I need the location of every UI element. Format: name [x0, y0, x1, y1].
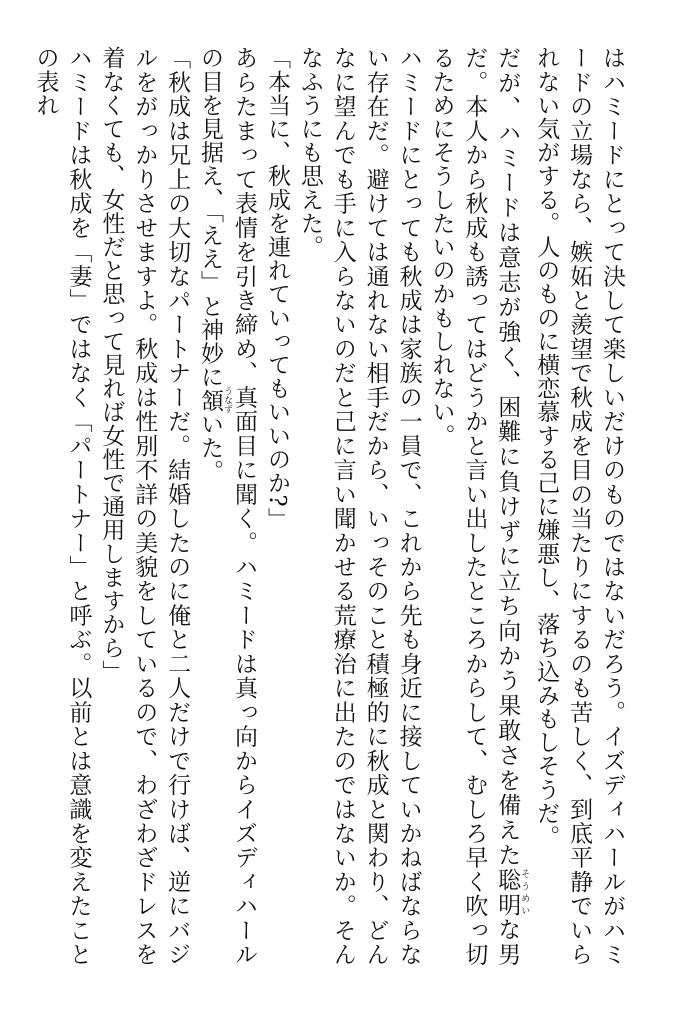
paragraph — [293, 46, 425, 966]
ruby-word — [494, 867, 530, 918]
paragraph — [193, 46, 260, 966]
paragraph — [260, 46, 293, 966]
vertical-text-body — [32, 46, 628, 966]
text-run: いた。 — [197, 412, 224, 483]
text-run: ハミードは秋成を「妻」ではなく「パートナー」と呼ぶ。以前とは意識を変えたことの表れ — [32, 46, 92, 966]
ruby-reading: うなず — [222, 386, 233, 414]
text-run: あらたまって表情を引き締め、真面目に聞く。ハミードは真っ向からイズディハールの目を見据え、「ええ」と神妙に — [197, 46, 258, 966]
text-run: ハミードにとっても秋成は家族の一員で、これから先も身近に接していかねばならない存在だ。避けては通れない相手だから、いっそのこと積極的に秋成と関わり、どんなに望んでも手に入らないのだと己に言い聞かせる荒療治に出たのではないか。そんなふうにも思えた。 — [296, 46, 422, 966]
ruby-reading: そうめい — [519, 867, 530, 917]
paragraph — [94, 46, 193, 966]
text-run: はハミードにとって決して楽しいだけのものではないだろう。イズディハールがハミードの立場なら、嫉妬と羨望で秋成を目の当たりにするのも苦しく、到底平静でいられない気がする。人のものに横恋慕する己に嫌悪し、落ち込みもしそうだ。 — [533, 46, 625, 966]
ruby-word — [197, 386, 233, 414]
paragraph — [425, 46, 530, 966]
text-run: な男だ。本人から秋成も誘ってはどうかと言い出したところからして、むしろ早く吹っ切るためにそうしたいのかもしれない。 — [428, 46, 521, 966]
ruby-base: 頷 — [197, 386, 224, 414]
text-run: 「秋成は兄上の大切なパートナーだ。結婚したのに俺と二人だけで行けば、逆にバジルをがっかりさせますよ。秋成は性別不詳の美貌をしているので、わざわざドレスを着なくても、女性だと思って見れば女性で通用しますから」 — [98, 46, 191, 966]
paragraph — [529, 46, 628, 966]
ruby-base: 聡明 — [494, 867, 521, 918]
paragraph — [29, 46, 95, 966]
text-run: 「本当に、秋成を連れていってもいいのか?」 — [263, 46, 290, 531]
text-run: だが、ハミードは意志が強く、困難に負けずに立ち向かう果敢さを備えた — [494, 46, 521, 868]
